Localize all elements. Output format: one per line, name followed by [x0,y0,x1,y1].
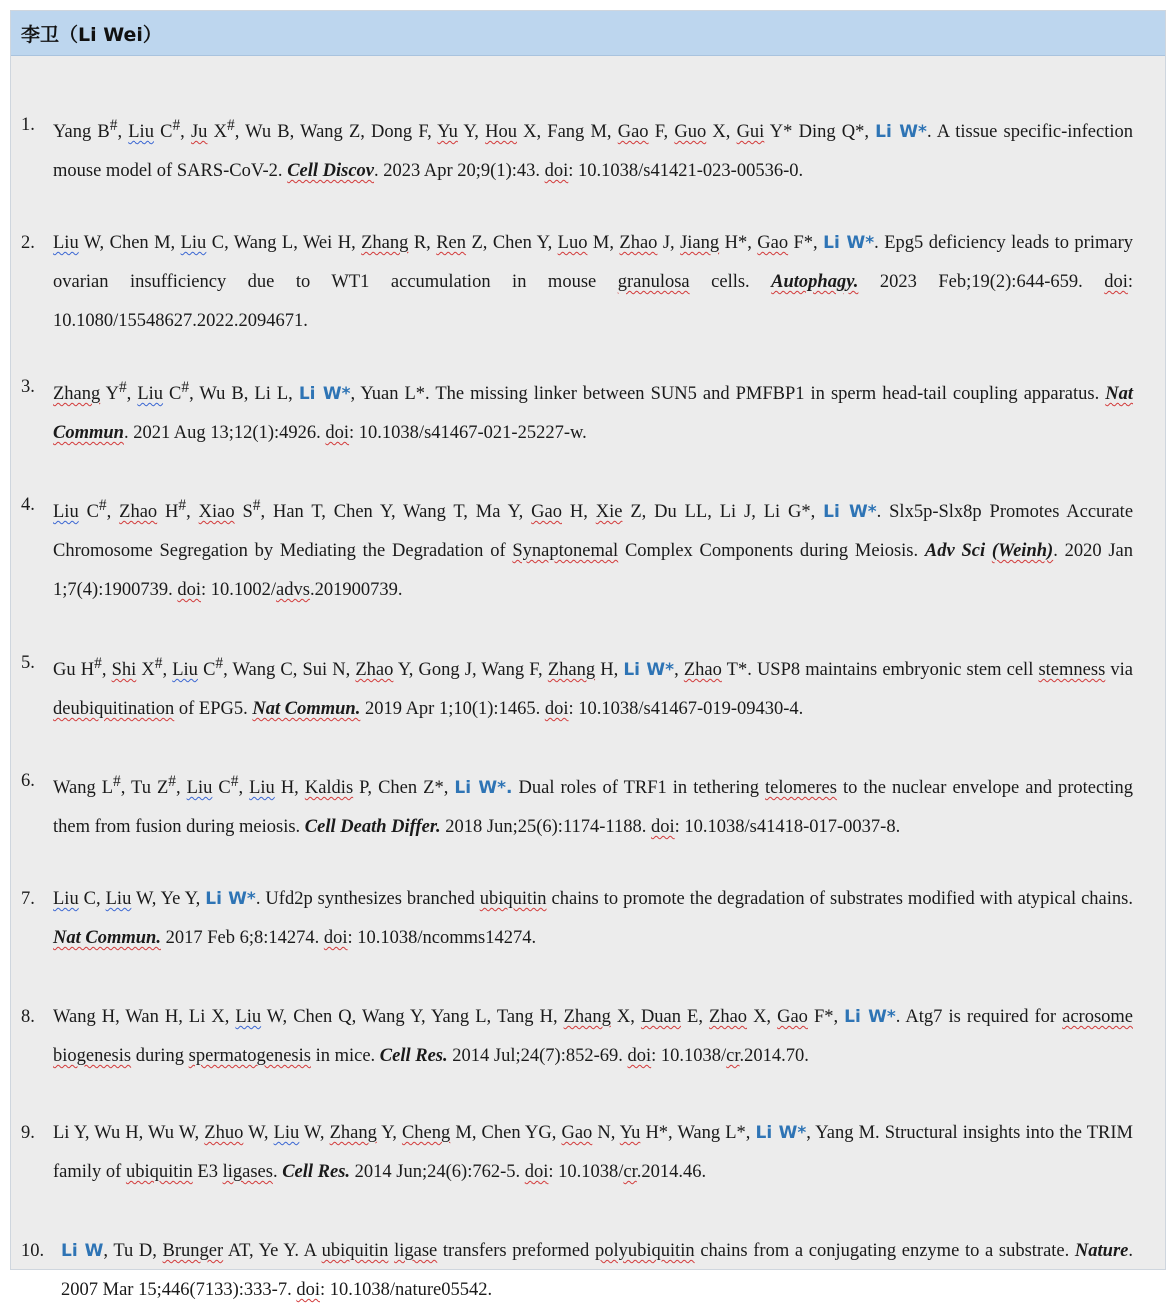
citation-text-run: Liu [105,889,132,909]
citation-text-run: Complex Components during Meiosis. [618,541,925,562]
citation-text-run: ligase [394,1241,438,1261]
citation-text-run: ligases [222,1162,273,1182]
citation-text-run: Zhang [547,660,596,681]
citation-text-run: cr [623,1162,637,1182]
citation-text-run: ubiquitin [479,889,547,909]
citation-text-run: Zhao [709,1007,748,1027]
citation-text-run: , [674,660,684,681]
citation-text-run: 2014 Jun;24(6):762-5. [350,1162,525,1182]
author-name: 李卫（Li Wei） [21,23,162,46]
citation-text-run: Y [100,384,119,405]
citation-text-run: Zhao [355,660,394,681]
citation-text-run: of EPG5. [174,699,253,720]
publication-item [21,644,1133,729]
citation-text-run: C, Wang L, Wei H, [206,233,362,253]
citation-text-run: H*, Wang L*, [640,1123,756,1143]
citation-text-run: Xiao [198,502,235,523]
publication-item [21,368,1133,453]
citation-text-run: : 10.1038/ [651,1046,727,1066]
citation-text-run: : 10.1080/15548627.2022.2094671. [53,272,1133,331]
journal-name: Autophagy. [771,272,859,292]
co-first-author-mark: # [252,497,261,514]
citation-text-run: chains from a conjugating enzyme to a substrate. [694,1241,1075,1261]
citation-text-run: Synaptonemal [512,541,619,562]
citation-text-run: X [207,122,227,143]
citation-text-run: Zhao [683,660,722,681]
citation-text-run: Y* Ding Q*, [764,122,876,143]
citation-text-run: 2018 Jun;25(6):1174-1188. [440,817,651,838]
citation-text-run: Liu [235,1007,262,1027]
citation-text-run: H, [561,502,596,523]
citation-text-run: cells. [689,272,772,292]
citation-text-run: , [180,122,191,143]
citation-text-run: Xie [595,502,623,523]
citation-text-run: , Wu B, Li L, [189,384,299,405]
citation-text-run: , [126,384,138,405]
co-first-author-mark: # [94,655,102,672]
citation-text-run: Z, Du LL, Li J, Li G*, [622,502,824,523]
citation-text-run: Cheng [401,1123,451,1143]
citation-text-run: 2017 Feb 6;8:14274. [160,928,324,948]
citation-text [53,762,1133,847]
journal-name: Adv Sci [924,541,992,562]
highlighted-author: Li W* [823,502,877,523]
citation-text-run: , [162,660,173,681]
citation-text-run: C, [78,889,106,909]
co-first-author-mark: # [98,497,107,514]
citation-text-run: Liu [128,122,154,143]
citation-text-run: , Yang M. Structural insights into the TRIM family of [53,1123,1133,1182]
citation-text-run: chains to promote the degradation of substrates modified with atypical chains. [546,889,1133,909]
publication-number: 10. [21,1241,45,1261]
publication-number: 3. [21,377,35,397]
citation-text-run: 2023 Feb;19(2):644-659. [858,272,1105,292]
citation-text-run: : 10.1002/ [201,580,277,601]
co-first-author-mark: # [109,117,118,134]
citation-text-run: X, [747,1007,778,1027]
citation-text-run: Y, Gong J, Wang F, [393,660,548,681]
citation-text-run: . 2020 Jan 1;7(4):1900739. [53,541,1133,601]
citation-text-run: cr [726,1046,740,1066]
highlighted-author: Li W* [623,660,675,681]
citation-text [53,224,1133,341]
citation-text-run: X [136,660,155,681]
co-first-author-mark: # [118,379,127,396]
citation-text-run: Liu [53,889,79,909]
citation-text-run: P, Chen Z*, [353,778,455,799]
citation-text-run: : 10.1038/nature05542. [319,1280,493,1300]
publication-number: 5. [21,653,35,673]
co-first-author-mark: # [181,379,190,396]
citation-text-run: , Tu D, [103,1241,163,1261]
citation-text-run: M, [587,233,620,253]
citation-text-run: W, Chen Q, Wang Y, Yang L, Tang H, [261,1007,564,1027]
citation-text-run: Zhuo [204,1123,244,1143]
citation-text-run: , Wang C, Sui N, [223,660,356,681]
citation-text-run: Wang H, Wan H, Li X, [53,1007,236,1027]
publication-number: 4. [21,495,35,515]
citation-text-run: E3 [192,1162,223,1182]
citation-text-run: Y, [457,122,486,143]
citation-text-run: Z, Chen Y, [466,233,558,253]
citation-text-run: C [197,660,216,681]
citation-text-run: W, [243,1123,274,1143]
citation-text-run: Luo [557,233,588,253]
publication-number: 2. [21,233,35,253]
citation-text-run: Brunger [162,1241,224,1261]
citation-text-run: F*, [807,1007,845,1027]
citation-text-run: J, [657,233,681,253]
publication-item [21,1114,1133,1192]
journal-name: (Weinh) [991,541,1054,562]
highlighted-author: Li W* [844,1007,896,1027]
citation-text-run: Liu [249,778,275,799]
citation-text-run: .201900739. [309,580,403,601]
journal-name: Cell Death Differ. [304,817,441,838]
citation-text-run: doi [1104,272,1128,292]
highlighted-author: Li W* [298,384,351,405]
journal-name: Nat Commun [53,384,1133,444]
citation-text-run: stemness [1038,660,1106,681]
citation-text-run: ubiquitin [321,1241,389,1261]
publication-item [21,1232,1133,1310]
citation-text-run: ubiquitin [125,1162,193,1182]
citation-text-run: Liu [53,502,79,523]
publication-number: 6. [21,771,35,791]
journal-name: Cell Res. [379,1046,448,1066]
citation-text-run: Kaldis [304,778,354,799]
publication-item [21,880,1133,958]
citation-text [53,1114,1133,1192]
author-header [11,11,1165,56]
citation-text-run: , Wu B, Wang Z, Dong F, [234,122,438,143]
citation-text-run: Gu H [53,660,95,681]
citation-text-run: . 2007 Mar 15;446(7133):333-7. [61,1241,1133,1300]
co-first-author-mark: # [154,655,163,672]
publication-list-panel [10,10,1166,1300]
highlighted-author: Li W* [823,233,875,253]
citation-text-run: during [131,1046,189,1066]
citation-text-run: Ren [436,233,467,253]
citation-text-run: Yu [619,1123,641,1143]
citation-text-run: Dual roles of TRF1 in tethering [512,778,765,799]
publication-item [21,106,1133,191]
citation-text-run: Liu [53,233,79,253]
citation-text-run: X, [610,1007,641,1027]
citation-text-run: T*. USP8 maintains embryonic stem cell [721,660,1039,681]
citation-text-run: Zhang [329,1123,377,1143]
citation-text-run: .2014.46. [636,1162,707,1182]
citation-text-run: . Slx5p-Slx8p Promotes Accurate Chromosome Segregation by Mediating the Degradation of [53,502,1134,562]
citation-text-run: H, [274,778,305,799]
citation-text-run: Zhang [563,1007,611,1027]
publication-item [21,762,1133,847]
citation-text-run: Li Y, Wu H, Wu W, [53,1123,205,1143]
citation-text-run: Zhang [53,384,101,405]
citation-text-run: M, Chen YG, [450,1123,562,1143]
journal-name: Cell Res. [282,1162,351,1182]
citation-text-run: , Han T, Chen Y, Wang T, Ma Y, [260,502,532,523]
citation-text-run: : 10.1038/ncomms14274. [347,928,537,948]
citation-text-run: Shi [111,660,137,681]
citation-text-run: deubiquitination [53,699,175,720]
citation-text-run: H, [595,660,624,681]
journal-name: Cell Discov [287,161,375,182]
citation-text-run: doi [650,817,675,838]
citation-text [53,880,1133,958]
citation-text-run: Gui [736,122,765,143]
citation-text-run: in mice. [310,1046,380,1066]
citation-text-run: , [117,122,129,143]
journal-name: Nat Commun. [53,928,161,948]
citation-text-run: H [157,502,179,523]
citation-text [61,1232,1133,1310]
citation-text-run: . Epg5 deficiency leads to primary ovarian insufficiency due to WT1 accumulation in mouse [53,233,1133,292]
citation-text-run: 2019 Apr 1;10(1):1465. [360,699,545,720]
citation-text-run: S [234,502,253,523]
co-first-author-mark: # [230,773,239,790]
co-first-author-mark: # [215,655,224,672]
citation-text-run: X, Fang M, [516,122,618,143]
citation-text-run: Liu [186,778,213,799]
citation-text [53,486,1133,610]
citation-text-run: Jiang [680,233,720,253]
citation-text-run: polyubiquitin [594,1241,695,1261]
citation-text-run: , [101,660,112,681]
citation-text-run: X, [706,122,737,143]
publication-item [21,486,1133,610]
highlighted-author: Li W [61,1241,104,1261]
citation-text-run: Yu [437,122,458,143]
co-first-author-mark: # [226,117,235,134]
citation-text-run: Guo [674,122,707,143]
co-first-author-mark: # [178,497,187,514]
publication-number: 1. [21,115,35,135]
co-first-author-mark: # [168,773,176,790]
citation-text-run: . [272,1162,283,1182]
citation-text-run: , [238,778,250,799]
co-first-author-mark: # [172,117,181,134]
citation-text-run: doi [544,699,569,720]
citation-text-run: spermatogenesis [188,1046,311,1066]
citation-text-run: doi [296,1280,320,1300]
citation-text-run: R, [408,233,437,253]
citation-text-run: granulosa [617,272,690,292]
citation-text-run: C [78,502,99,523]
citation-text-run: to the nuclear envelope and protecting them from fusion during meiosis. [53,778,1134,838]
citation-text [53,368,1133,453]
citation-text-run: AT, Ye Y. A [223,1241,322,1261]
citation-text-run: . 2021 Aug 13;12(1):4926. [123,423,326,444]
citation-text-run: .2014.70. [739,1046,809,1066]
citation-text-run: N, [592,1123,620,1143]
citation-text-run: Liu [172,660,198,681]
citation-text-run: Zhao [619,233,658,253]
citation-text-run: telomeres [765,778,837,799]
citation-text-run: F*, [788,233,824,253]
citation-text-run: Ju [190,122,208,143]
citation-text-run: , [176,778,187,799]
highlighted-author: Li W* [205,889,256,909]
citation-text-run: : 10.1038/ [548,1162,624,1182]
citation-text [53,998,1133,1076]
citation-text-run: acrosome biogenesis [53,1007,1133,1066]
citation-text-run: Liu [273,1123,300,1143]
citation-text-run: . Atg7 is required for [895,1007,1063,1027]
citation-text-run: , [106,502,120,523]
citation-text-run: F, [648,122,675,143]
citation-text-run: transfers preformed [437,1241,595,1261]
citation-text-run: . Ufd2p synthesizes branched [255,889,480,909]
citation-text-run: Wang L [53,778,114,799]
citation-text-run: : 10.1038/s41421-023-00536-0. [568,161,804,182]
citation-text-run: Zhang [361,233,409,253]
citation-text-run: : 10.1038/s41467-021-25227-w. [349,423,587,444]
publication-item [21,998,1133,1076]
citation-text-run: Gao [531,502,562,523]
citation-text-run: Hou [485,122,517,143]
publication-number: 8. [21,1007,35,1027]
citation-text-run: E, [681,1007,710,1027]
publication-number: 7. [21,889,35,909]
citation-text-run: C [153,122,173,143]
citation-text-run: : 10.1038/s41418-017-0037-8. [674,817,901,838]
citation-text-run: W, Ye Y, [131,889,206,909]
highlighted-author: Li W* [755,1123,807,1143]
journal-name: Nature [1074,1241,1129,1261]
publication-number: 9. [21,1123,35,1143]
citation-text-run: advs [276,580,310,601]
citation-text-run: Gao [777,1007,808,1027]
highlighted-author: Li W* [875,122,927,143]
citation-text-run: doi [323,928,348,948]
highlighted-author: Li W*. [454,778,513,799]
citation-text-run: W, Chen M, [78,233,181,253]
citation-text-run: doi [177,580,201,601]
citation-text-run: . 2023 Apr 20;9(1):43. [374,161,545,182]
publication-item [21,224,1133,341]
citation-text-run: Liu [137,384,164,405]
citation-text-run: via [1105,660,1134,681]
citation-text-run: Gao [617,122,649,143]
citation-text-run: 2014 Jul;24(7):852-69. [447,1046,628,1066]
citation-text-run: H*, [719,233,758,253]
citation-text-run: Duan [640,1007,682,1027]
citation-text-run: Gao [757,233,789,253]
citation-text-run: doi [325,423,350,444]
citation-text-run: Liu [180,233,207,253]
citation-text [53,644,1133,729]
citation-text-run: Yang B [53,122,110,143]
citation-text-run: Zhao [119,502,158,523]
citation-text-run: doi [627,1046,652,1066]
citation-text-run: . A tissue specific-infection mouse model of SARS-CoV-2. [53,122,1133,182]
citation-text-run: C [212,778,231,799]
citation-text-run: W, [299,1123,330,1143]
citation-text-run: , Yuan L*. The missing linker between SUN5 and PMFBP1 in sperm head-tail coupling apparatus. [350,384,1106,405]
citation-text-run: doi [524,1162,549,1182]
citation-text-run: , [186,502,199,523]
co-first-author-mark: # [113,773,121,790]
citation-text-run: C [163,384,182,405]
citation-text-run: Y, [376,1123,402,1143]
citation-text-run: , Tu Z [120,778,169,799]
citation-text [53,106,1133,191]
citation-text-run: Gao [561,1123,593,1143]
citation-text-run: : 10.1038/s41467-019-09430-4. [568,699,804,720]
journal-name: Nat Commun. [252,699,361,720]
citation-text-run: doi [544,161,569,182]
